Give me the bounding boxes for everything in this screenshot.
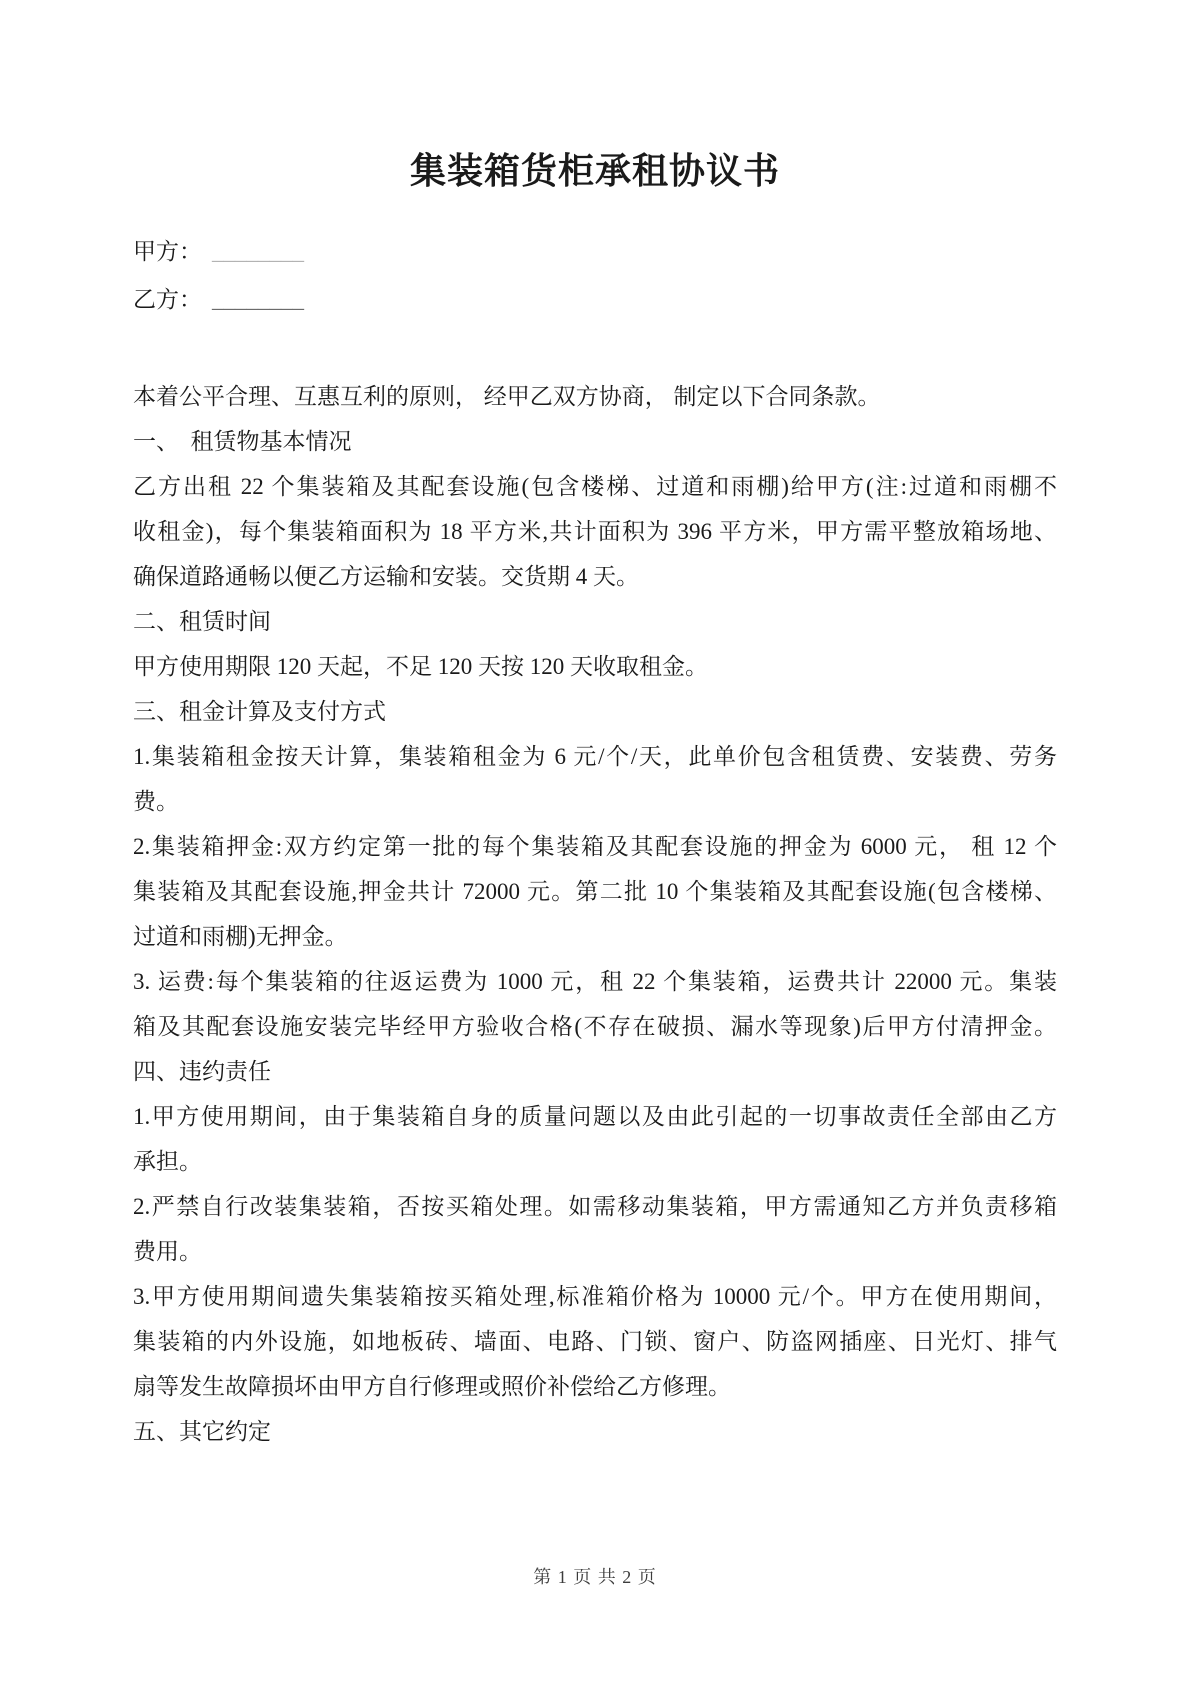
party-b-label: 乙方： — [133, 287, 202, 312]
clause-1-1-line-3: 确保道路通畅以便乙方运输和安装。交货期 4 天。 — [133, 564, 639, 589]
party-b-blank-field: ________ — [212, 287, 304, 312]
party-a-line — [133, 228, 1057, 276]
clause-2-1-line: 甲方使用期限 120 天起，不足 120 天按 120 天收取租金。 — [133, 654, 708, 679]
clause-4-3-line-2: 集装箱的内外设施，如地板砖、墙面、电路、门锁、窗户、防盗网插座、日光灯、排气 — [133, 1329, 1057, 1354]
section-1-heading: 一、 租赁物基本情况 — [133, 429, 352, 454]
clause-3-1-line-2: 费。 — [133, 789, 179, 814]
parties-block — [133, 228, 1057, 324]
document-title: 集装箱货柜承租协议书 — [409, 151, 780, 191]
clause-3-1-line-1: 1.集装箱租金按天计算，集装箱租金为 6 元/个/天，此单价包含租赁费、安装费、劳务 — [133, 744, 1057, 769]
clause-4-1-line-1: 1.甲方使用期间，由于集装箱自身的质量问题以及由此引起的一切事故责任全部由乙方 — [133, 1104, 1057, 1129]
page-number: 第 1 页 共 2 页 — [533, 1567, 657, 1587]
party-b-line — [133, 276, 1057, 324]
clause-1-1-line-2: 收租金)，每个集装箱面积为 18 平方米,共计面积为 396 平方米，甲方需平整放箱场地、 — [133, 519, 1057, 544]
clause-3-2-line-1: 2.集装箱押金:双方约定第一批的每个集装箱及其配套设施的押金为 6000 元， 租 12 个 — [133, 834, 1057, 859]
clause-4-2-line-1: 2.严禁自行改装集装箱，否按买箱处理。如需移动集装箱，甲方需通知乙方并负责移箱 — [133, 1194, 1057, 1219]
clause-3-2-line-2: 集装箱及其配套设施,押金共计 72000 元。第二批 10 个集装箱及其配套设施(包含楼梯、 — [133, 879, 1057, 904]
clause-3-2-line-3: 过道和雨棚)无押金。 — [133, 924, 348, 949]
preamble-line: 本着公平合理、互惠互利的原则， 经甲乙双方协商， 制定以下合同条款。 — [133, 384, 881, 409]
clause-4-2-line-2: 费用。 — [133, 1239, 202, 1264]
contract-body — [133, 374, 1057, 1454]
clause-4-1-line-2: 承担。 — [133, 1149, 202, 1174]
section-3-heading: 三、租金计算及支付方式 — [133, 699, 386, 724]
party-a-blank-field: ________ — [212, 239, 304, 264]
clause-4-3-line-1: 3.甲方使用期间遗失集装箱按买箱处理,标准箱价格为 10000 元/个。甲方在使用期间， — [133, 1284, 1057, 1309]
clause-3-3-line-2: 箱及其配套设施安装完毕经甲方验收合格(不存在破损、漏水等现象)后甲方付清押金。 — [133, 1014, 1057, 1039]
party-a-label: 甲方： — [133, 239, 202, 264]
section-4-heading: 四、违约责任 — [133, 1059, 271, 1084]
clause-1-1-line-1: 乙方出租 22 个集装箱及其配套设施(包含楼梯、过道和雨棚)给甲方(注:过道和雨棚不 — [133, 474, 1057, 499]
clause-4-3-line-3: 扇等发生故障损坏由甲方自行修理或照价补偿给乙方修理。 — [133, 1374, 731, 1399]
section-2-heading: 二、租赁时间 — [133, 609, 271, 634]
section-5-heading: 五、其它约定 — [133, 1419, 271, 1444]
clause-3-3-line-1: 3. 运费:每个集装箱的往返运费为 1000 元，租 22 个集装箱，运费共计 22000 元。集装 — [133, 969, 1057, 994]
